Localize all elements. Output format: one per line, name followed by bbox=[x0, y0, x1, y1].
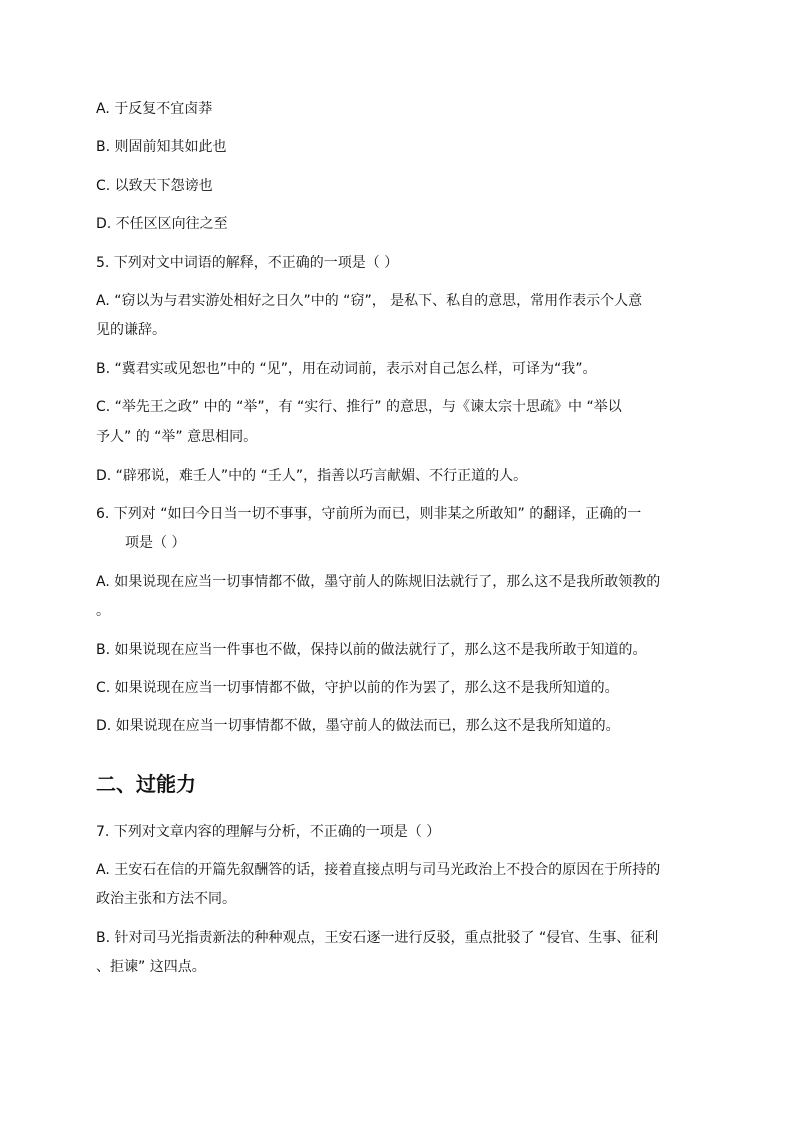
q6-option-b: B. 如果说现在应当一件事也不做，保持以前的做法就行了，那么这不是我所敢于知道的。 bbox=[96, 642, 647, 658]
q7-option-a-line2: 政治主张和方法不同。 bbox=[96, 891, 236, 907]
q5-option-c-line1: C. “举先王之政” 中的 “举”，有 “实行、推行” 的意思，与《谏太宗十思疏》中 “举以 bbox=[96, 399, 622, 415]
q4-option-d: D. 不任区区向往之至 bbox=[96, 216, 228, 232]
section-heading: 二、过能力 bbox=[96, 772, 196, 796]
q6-option-d: D. 如果说现在应当一切事情都不做，墨守前人的做法而已，那么这不是我所知道的。 bbox=[96, 718, 620, 734]
q5-option-d: D. “辟邪说，难壬人”中的 “壬人”，指善以巧言献媚、不行正道的人。 bbox=[96, 468, 528, 484]
q5-option-b: B. “冀君实或见恕也”中的 “见”，用在动词前，表示对自己怎么样，可译为“我”。 bbox=[96, 361, 597, 377]
q7-option-b-line2: 、拒谏” 这四点。 bbox=[96, 959, 206, 975]
q5-option-c-line2: 予人” 的 “举” 意思相同。 bbox=[96, 429, 258, 445]
q5-option-a-line1: A. “窃以为与君实游处相好之日久”中的 “窃”， 是私下、私自的意思，常用作表示个人意 bbox=[96, 293, 643, 309]
q4-option-c: C. 以致天下怨谤也 bbox=[96, 178, 213, 194]
q6-option-a-line2: 。 bbox=[96, 603, 110, 619]
q6-option-c: C. 如果说现在应当一切事情都不做，守护以前的作为罢了，那么这不是我所知道的。 bbox=[96, 680, 619, 696]
q7-option-a-line1: A. 王安石在信的开篇先叙酬答的话，接着直接点明与司马光政治上不投合的原因在于所持的 bbox=[96, 862, 661, 878]
q4-option-b: B. 则固前知其如此也 bbox=[96, 139, 227, 155]
q6-option-a-line1: A. 如果说现在应当一切事情都不做，墨守前人的陈规旧法就行了，那么这不是我所敢领教的 bbox=[96, 574, 661, 590]
q7-option-b-line1: B. 针对司马光指责新法的种种观点，王安石逐一进行反驳，重点批驳了 “侵官、生事、征利 bbox=[96, 930, 659, 946]
q6-stem-line2: 项是（ ） bbox=[125, 535, 186, 551]
q7-stem: 7. 下列对文章内容的理解与分析，不正确的一项是（ ） bbox=[96, 824, 441, 840]
q5-stem: 5. 下列对文中词语的解释，不正确的一项是（ ） bbox=[96, 255, 399, 271]
q4-option-a: A. 于反复不宜卤莽 bbox=[96, 101, 213, 117]
q5-option-a-line2: 见的谦辞。 bbox=[96, 322, 166, 338]
q6-stem-line1: 6. 下列对 “如曰今日当一切不事事，守前所为而已，则非某之所敢知” 的翻译，正确的一 bbox=[96, 506, 642, 522]
